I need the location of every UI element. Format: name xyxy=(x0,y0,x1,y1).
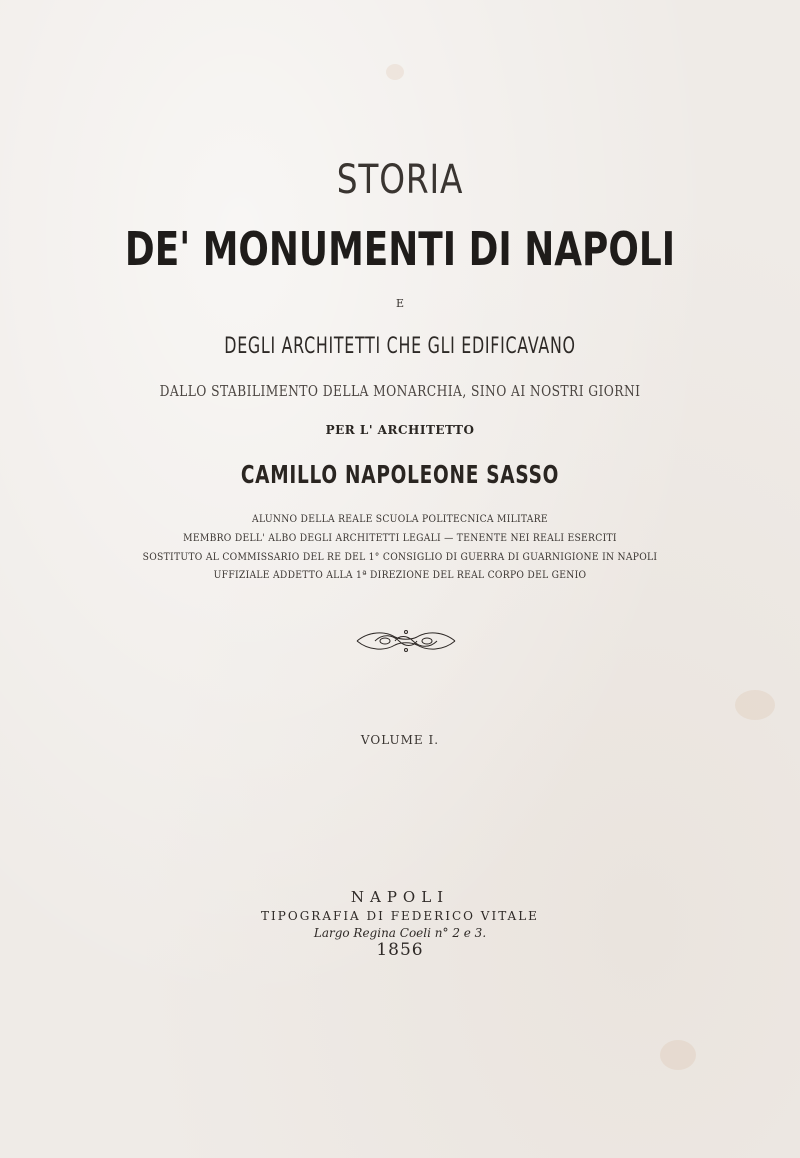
credential-line: SOSTITUTO AL COMMISSARIO DEL RE DEL 1° CONSIGLIO DI GUERRA DI GUARNIGIONE IN NAPOLI xyxy=(142,552,658,563)
credential-line: ALUNNO DELLA REALE SCUOLA POLITECNICA MILITARE xyxy=(252,514,548,525)
main-title: DE' MONUMENTI DI NAPOLI xyxy=(124,222,676,276)
credential-line: UFFIZIALE ADDETTO ALLA 1ª DIREZIONE DEL REAL CORPO DEL GENIO xyxy=(213,570,587,581)
imprint-year: 1856 xyxy=(376,940,424,960)
paper-stain xyxy=(386,64,404,80)
title-line-1: STORIA xyxy=(336,157,464,203)
paper-stain xyxy=(735,690,775,720)
conjunction: E xyxy=(395,297,405,310)
ornamental-flourish-icon xyxy=(355,627,457,655)
volume-label: VOLUME I. xyxy=(360,733,440,747)
author-name: CAMILLO NAPOLEONE SASSO xyxy=(240,460,560,489)
by-line: PER L' ARCHITETTO xyxy=(325,423,475,437)
imprint-printer: TIPOGRAFIA DI FEDERICO VITALE xyxy=(261,909,539,923)
period-line: DALLO STABILIMENTO DELLA MONARCHIA, SINO AI NOSTRI GIORNI xyxy=(159,382,641,400)
paper-stain xyxy=(660,1040,696,1070)
imprint-address: Largo Regina Coeli n° 2 e 3. xyxy=(313,926,487,940)
subtitle: DEGLI ARCHITETTI CHE GLI EDIFICAVANO xyxy=(224,334,576,359)
imprint-city: NAPOLI xyxy=(350,888,450,906)
credential-line: MEMBRO DELL' ALBO DEGLI ARCHITETTI LEGALI — TENENTE NEI REALI ESERCITI xyxy=(183,533,617,544)
